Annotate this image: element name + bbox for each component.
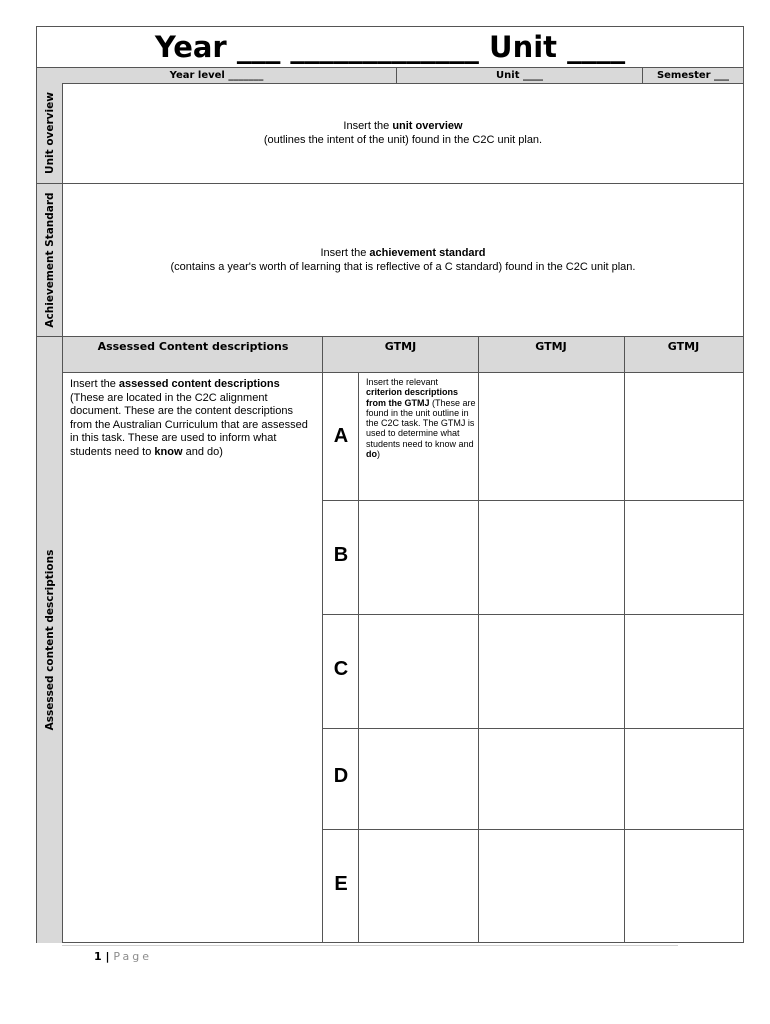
grade-a: A bbox=[333, 425, 349, 447]
col-header-content: Assessed Content descriptions bbox=[63, 337, 323, 373]
page-title: Year ___ _____________ Unit ____ bbox=[154, 30, 626, 64]
assessed-side-label: Assessed content descriptions bbox=[37, 337, 63, 943]
achievement-standard-side-label: Achievement Standard bbox=[37, 184, 63, 336]
unit-overview-text: Insert the unit overview (outlines the intent of the unit) found in the C2C unit plan. bbox=[263, 120, 543, 146]
assessment-grid bbox=[63, 337, 743, 943]
unit-plan-sheet bbox=[36, 26, 744, 943]
grade-c: C bbox=[333, 658, 349, 680]
unit-label: Unit ____ bbox=[496, 70, 543, 81]
achievement-standard-section bbox=[37, 184, 743, 337]
col-header-gtmj-1: GTMJ bbox=[323, 337, 478, 373]
grade-b: B bbox=[333, 544, 349, 566]
grade-d: D bbox=[333, 765, 349, 787]
col-header-gtmj-2: GTMJ bbox=[478, 337, 624, 373]
unit-overview-side-label: Unit overview bbox=[37, 83, 63, 183]
assessed-side-section bbox=[37, 337, 63, 943]
criterion-text: Insert the relevant criterion descriptions from the GTMJ (These are found in the unit outline in the C2C task. The GTMJ is used to determine what students need to know and do) bbox=[366, 377, 476, 460]
achievement-standard-text: Insert the achievement standard (contains a year's worth of learning that is reflective of a C standard) found in the C2C unit plan. bbox=[170, 247, 636, 273]
page-word: Page bbox=[113, 950, 152, 963]
footer-divider bbox=[62, 945, 678, 946]
page-footer: 1 | Page bbox=[94, 950, 152, 963]
meta-row bbox=[37, 67, 743, 84]
page-number: 1 bbox=[94, 950, 102, 963]
year-level-label: Year level _______ bbox=[169, 70, 264, 81]
grade-e: E bbox=[334, 873, 348, 895]
assessed-content-text: Insert the assessed content descriptions (These are located in the C2C alignment document. These are the content descriptions from the Australian Curriculum that are assessed in this task. These are used to inform what students need to know and do) bbox=[70, 378, 308, 458]
unit-overview-section bbox=[37, 83, 743, 184]
col-header-gtmj-3: GTMJ bbox=[624, 337, 743, 373]
semester-label: Semester ___ bbox=[656, 70, 730, 81]
